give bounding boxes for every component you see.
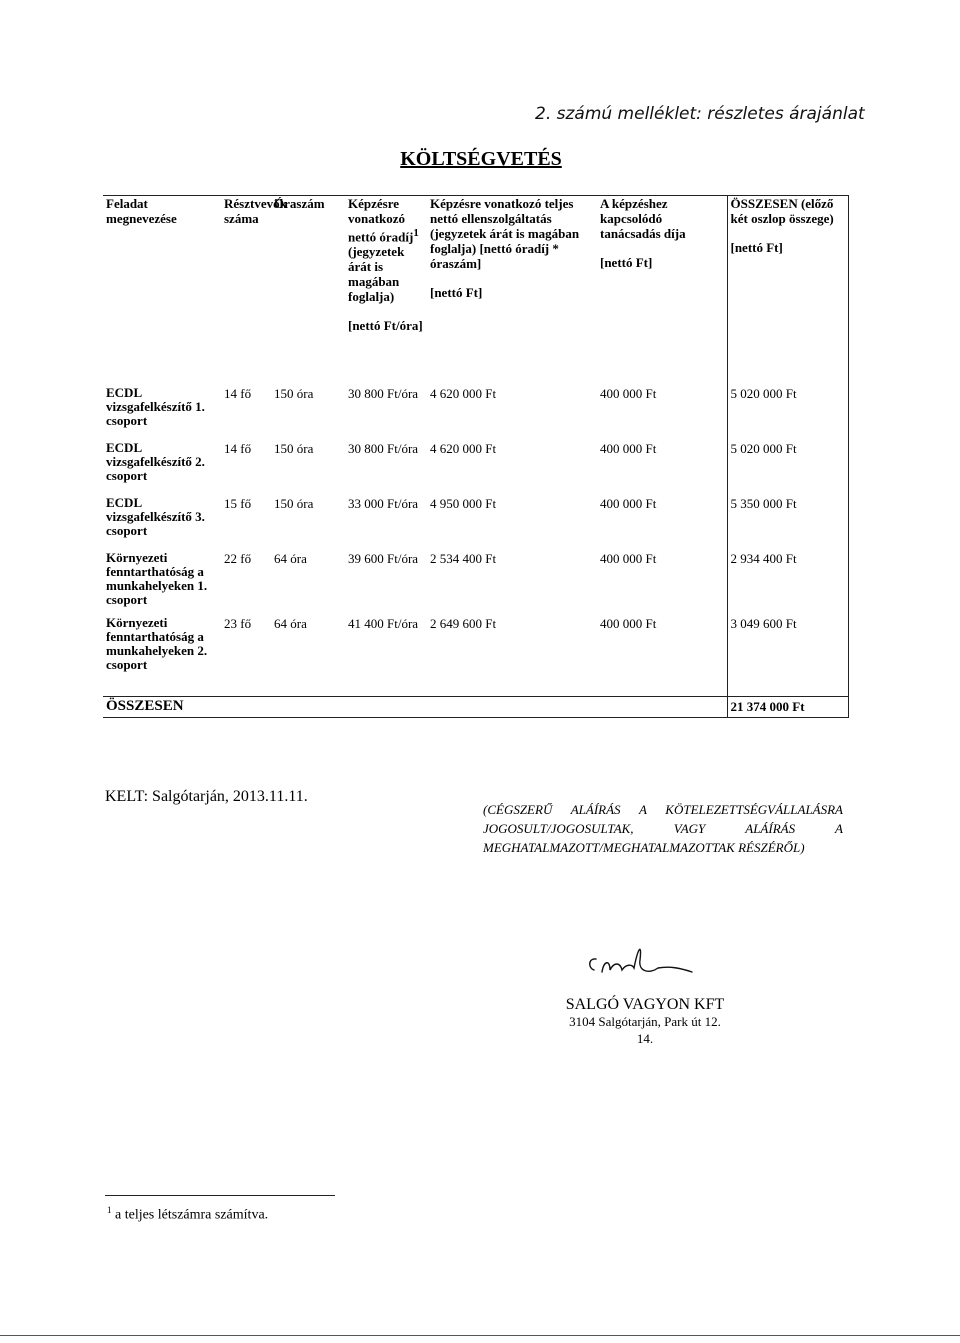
company-stamp (545, 996, 745, 1047)
cell-hours: 150 óra (274, 385, 314, 401)
header-task: Feladat megnevezése (103, 196, 221, 386)
cell-participants: 14 fő (224, 385, 252, 401)
table-header-row (103, 196, 848, 386)
cell-sum: 5 350 000 Ft (727, 496, 848, 551)
table-row (103, 496, 848, 551)
cell-total-fee: 2 534 400 Ft (430, 550, 497, 566)
footnote-marker: 1 (107, 1205, 112, 1215)
cell-participants: 14 fő (224, 440, 252, 456)
cell-participants: 23 fő (224, 615, 252, 631)
cell-consulting: 400 000 Ft (600, 495, 657, 511)
table-total-row (103, 696, 848, 717)
footnote-ref: 1 (413, 227, 419, 239)
total-label: ÖSSZESEN (103, 696, 727, 717)
header-sum-unit: [nettó Ft] (730, 240, 783, 255)
cell-consulting: 400 000 Ft (600, 385, 657, 401)
header-consulting-label: A képzéshez kapcsolódó tanácsadás díja (600, 196, 686, 241)
header-hourly-fee-label: Képzésre vonatkozó nettó óradíj (348, 196, 414, 245)
cell-task: ECDL vizsgafelkészítő 2. csoport (106, 439, 205, 483)
header-hourly-fee (345, 196, 427, 386)
cell-hourly-fee: 39 600 Ft/óra (348, 550, 419, 566)
page-bottom-line (0, 1335, 960, 1336)
header-participants: Résztvevők száma (221, 196, 271, 386)
cell-consulting: 400 000 Ft (600, 440, 657, 456)
header-total-fee-unit: [nettó Ft] (430, 285, 483, 300)
cell-task: Környezeti fenntarthatóság a munkahelyeken 2. csoport (106, 614, 208, 672)
header-sum (727, 196, 848, 386)
signature-scribble (580, 938, 710, 988)
document-title: KÖLTSÉGVETÉS (400, 148, 562, 170)
cell-sum: 5 020 000 Ft (727, 441, 848, 496)
header-consulting (597, 196, 727, 386)
cell-consulting: 400 000 Ft (600, 615, 657, 631)
cell-hourly-fee: 41 400 Ft/óra (348, 615, 419, 631)
header-hours: Óraszám (271, 196, 345, 386)
company-address-line1: 3104 Salgótarján, Park út 12. (569, 1014, 721, 1029)
cell-consulting: 400 000 Ft (600, 550, 657, 566)
cell-task: Környezeti fenntarthatóság a munkahelyeken 1. csoport (106, 549, 208, 607)
cell-sum: 2 934 400 Ft (727, 551, 848, 616)
header-sum-label: ÖSSZESEN (előző két oszlop összege) (730, 196, 834, 226)
cell-hourly-fee: 30 800 Ft/óra (348, 385, 419, 401)
footnote (107, 1205, 268, 1224)
company-address-line2: 14. (636, 1031, 654, 1046)
signature-note: (CÉGSZERŰ ALÁÍRÁS A KÖTELEZETTSÉGVÁLLALÁSRA JOGOSULT/JOGOSULTAK, VAGY ALÁÍRÁS A MEGHATALMAZOTT/MEGHATALMAZOTTAK RÉSZÉRŐL) (483, 802, 843, 855)
header-total-fee (427, 196, 597, 386)
place-date: KELT: Salgótarján, 2013.11.11. (105, 788, 308, 805)
footnote-text: a teljes létszámra számítva. (115, 1207, 269, 1223)
table-row (103, 386, 848, 441)
cell-hours: 150 óra (274, 495, 314, 511)
table-row (103, 616, 848, 697)
footnote-separator (105, 1195, 335, 1196)
cell-total-fee: 2 649 600 Ft (430, 615, 497, 631)
cell-hours: 64 óra (274, 615, 307, 631)
cell-participants: 22 fő (224, 550, 252, 566)
cost-table (103, 195, 849, 718)
cell-participants: 15 fő (224, 495, 252, 511)
cell-sum: 5 020 000 Ft (727, 386, 848, 441)
cell-hours: 150 óra (274, 440, 314, 456)
header-hourly-fee-note: (jegyzetek árát is magában foglalja) (348, 244, 405, 305)
header-consulting-unit: [nettó Ft] (600, 255, 653, 270)
cell-sum: 3 049 600 Ft (727, 616, 848, 697)
annex-title: 2. számú melléklet: részletes árajánlat (535, 104, 865, 124)
cell-total-fee: 4 620 000 Ft (430, 385, 497, 401)
table-row (103, 551, 848, 616)
table-row (103, 441, 848, 496)
cell-total-fee: 4 620 000 Ft (430, 440, 497, 456)
cell-task: ECDL vizsgafelkészítő 3. csoport (106, 494, 205, 538)
header-total-fee-label: Képzésre vonatkozó teljes nettó ellenszolgáltatás (jegyzetek árát is magában foglalja) [nettó óradíj * óraszám] (430, 196, 580, 271)
company-name: SALGÓ VAGYON KFT (565, 996, 725, 1013)
cell-total-fee: 4 950 000 Ft (430, 495, 497, 511)
header-hourly-fee-unit: [nettó Ft/óra] (348, 318, 423, 334)
cell-hourly-fee: 33 000 Ft/óra (348, 495, 419, 511)
cell-hourly-fee: 30 800 Ft/óra (348, 440, 419, 456)
cell-task: ECDL vizsgafelkészítő 1. csoport (106, 384, 205, 428)
total-value: 21 374 000 Ft (727, 696, 848, 717)
cell-hours: 64 óra (274, 550, 307, 566)
